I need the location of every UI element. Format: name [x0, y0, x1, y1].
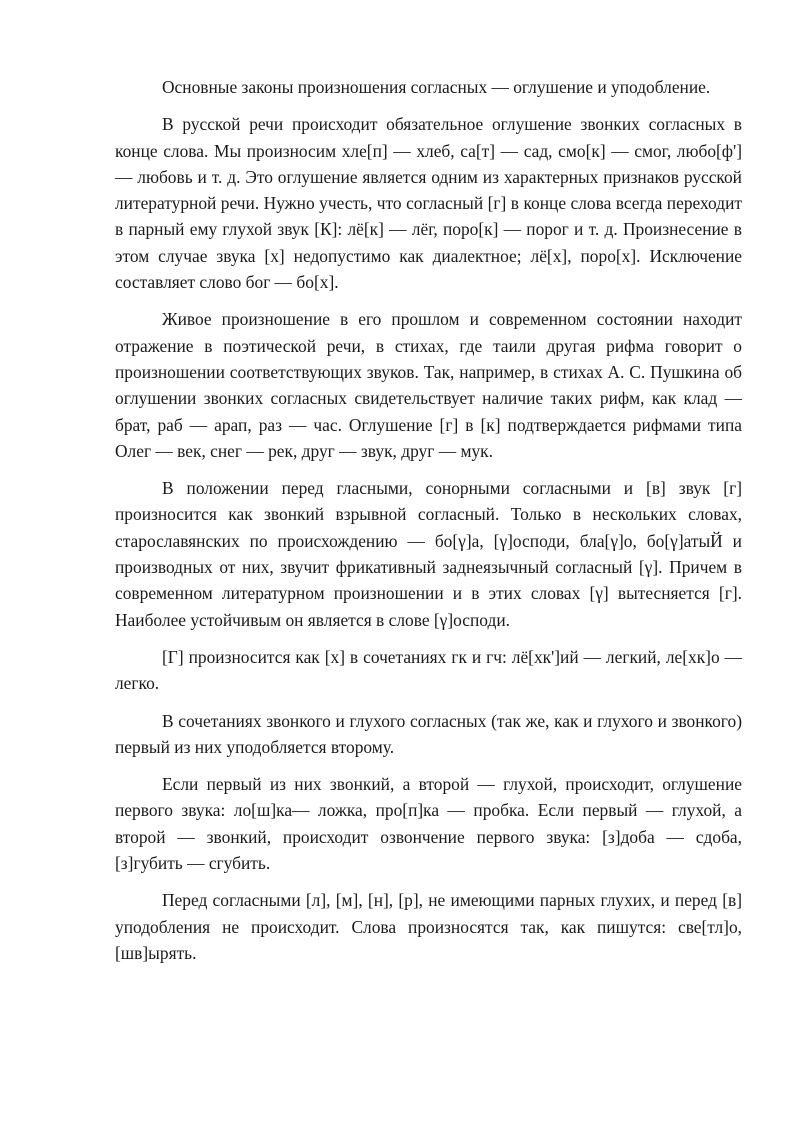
paragraph-final-devoicing: В русской речи происходит обязательное оглушение звонких согласных в конце слова. Мы произносим хле[п] — хлеб, са[т] — сад, смо[к] — смог, любо[ф'] — любовь и т. д. Это оглушение является одним из характерных признаков русской литературной речи. Нужно учесть, что согласный [г] в конце слова всегда переходит в парный ему глухой звук [К]: лё[к] — лёг, поро[к] — порог и т. д. Произнесение в этом случае звука [х] недопустимо как диалектное; лё[х], поро[х]. Исключение составляет слово бог — бо[х]. [115, 114, 742, 293]
paragraph-sonorants: Перед согласными [л], [м], [н], [р], не имеющими парных глухих, и перед [в] уподобления не происходит. Слова произносятся так, как пишутся: све[тл]о, [шв]ырять. [115, 890, 742, 963]
paragraph-consonant-laws: Основные законы произношения согласных — оглушение и уподобление. [162, 77, 711, 97]
paragraph-g-before-vowels: В положении перед гласными, сонорными согласными и [в] звук [г] произносится как звонкий взрывной согласный. Только в нескольких словах, старославянских по происхождению — бо[γ]а, [γ]осподи, бла[γ]о, бо[γ]атыЙ и производных от них, звучит фрикативный заднеязычный согласный [γ]. Причем в современном литературном произношении и в этих словах [γ] вытесняется [г]. Наиболее устойчивым он является в слове [γ]осподи. [115, 478, 742, 630]
paragraph-g-as-kh: [Г] произносится как [х] в сочетаниях гк и гч: лё[хк']ий — легкий, ле[хк]о — легко. [115, 646, 742, 694]
paragraph-devoicing-voicing: Если первый из них звонкий, а второй — глухой, происходит, оглушение первого звука: ло[ш]ка— ложка, про[п]ка — пробка. Если первый — глухой, а второй — звонкий, происходит озвончение первого звука: [з]доба — сдоба, [з]губить — сгубить. [115, 774, 742, 874]
document-page [115, 74, 742, 977]
paragraph-poetic-rhymes: Живое произношение в его прошлом и современном состоянии находит отражение в поэтической речи, в стихах, где таили другая рифма говорит о произношении соответствующих звуков. Так, например, в стихах А. С. Пушкина об оглушении звонких согласных свидетельствует наличие таких рифм, как клад — брат, раб — арап, раз — час. Оглушение [г] в [к] подтверждается рифмами типа Олег — век, снег — рек, друг — звук, друг — мук. [115, 309, 742, 461]
paragraph-assimilation: В сочетаниях звонкого и глухого согласных (так же, как и глухого и звонкого) первый из них уподобляется второму. [115, 710, 742, 757]
